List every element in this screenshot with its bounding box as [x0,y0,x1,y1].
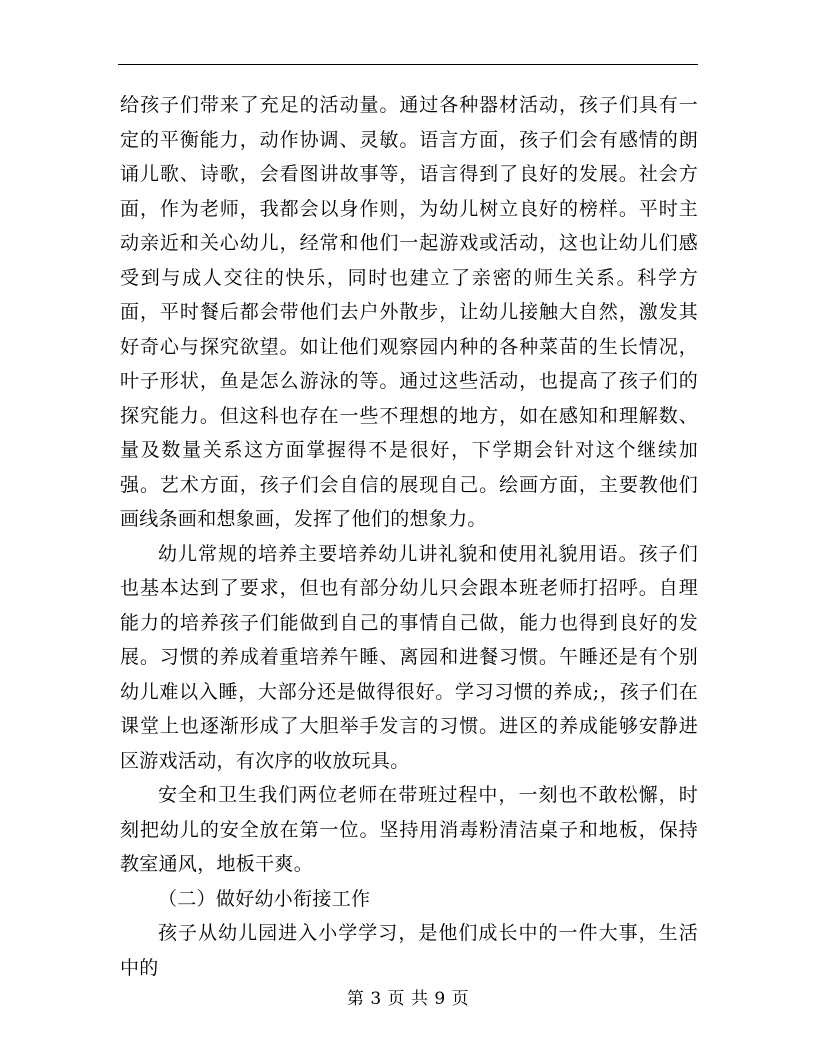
section-sub-heading: （二）做好幼小衔接工作 [158,887,371,910]
body-text [120,88,698,985]
paragraph-1: 给孩子们带来了充足的活动量。通过各种器材活动，孩子们具有一定的平衡能力，动作协调、灵敏。语言方面，孩子们会有感情的朗诵儿歌、诗歌，会看图讲故事等，语言得到了良好的发展。社会方面，作为老师，我都会以身作则，为幼儿树立良好的榜样。平时主动亲近和关心幼儿，经常和他们一起游戏或活动，这也让幼儿们感受到与成人交往的快乐，同时也建立了亲密的师生关系。科学方面，平时餐后都会带他们去户外散步，让幼儿接触大自然，激发其好奇心与探究欲望。如让他们观察园内种的各种菜苗的生长情况，叶子形状，鱼是怎么游泳的等。通过这些活动，也提高了孩子们的探究能力。但这科也存在一些不理想的地方，如在感知和理解数、量及数量关系这方面掌握得不是很好，下学期会针对这个继续加强。艺术方面，孩子们会自信的展现自己。绘画方面，主要教他们画线条画和想象画，发挥了他们的想象力。 [120,94,698,530]
paragraph-4: 孩子从幼儿园进入小学学习，是他们成长中的一件大事，生活中的 [120,922,698,979]
header-rule [118,64,698,65]
paragraph-3: 安全和卫生我们两位老师在带班过程中，一刻也不敢松懈，时刻把幼儿的安全放在第一位。坚持用消毒粉清洁桌子和地板，保持教室通风，地板干爽。 [120,784,698,875]
page-number-footer: 第 3 页 共 9 页 [346,989,470,1009]
paragraph-2: 幼儿常规的培养主要培养幼儿讲礼貌和使用礼貌用语。孩子们也基本达到了要求，但也有部分幼儿只会跟本班老师打招呼。自理能力的培养孩子们能做到自己的事情自己做，能力也得到良好的发展。习惯的养成着重培养午睡、离园和进餐习惯。午睡还是有个别幼儿难以入睡，大部分还是做得很好。学习习惯的养成;，孩子们在课堂上也逐渐形成了大胆举手发言的习惯。进区的养成能够安静进区游戏活动，有次序的收放玩具。 [120,542,698,772]
